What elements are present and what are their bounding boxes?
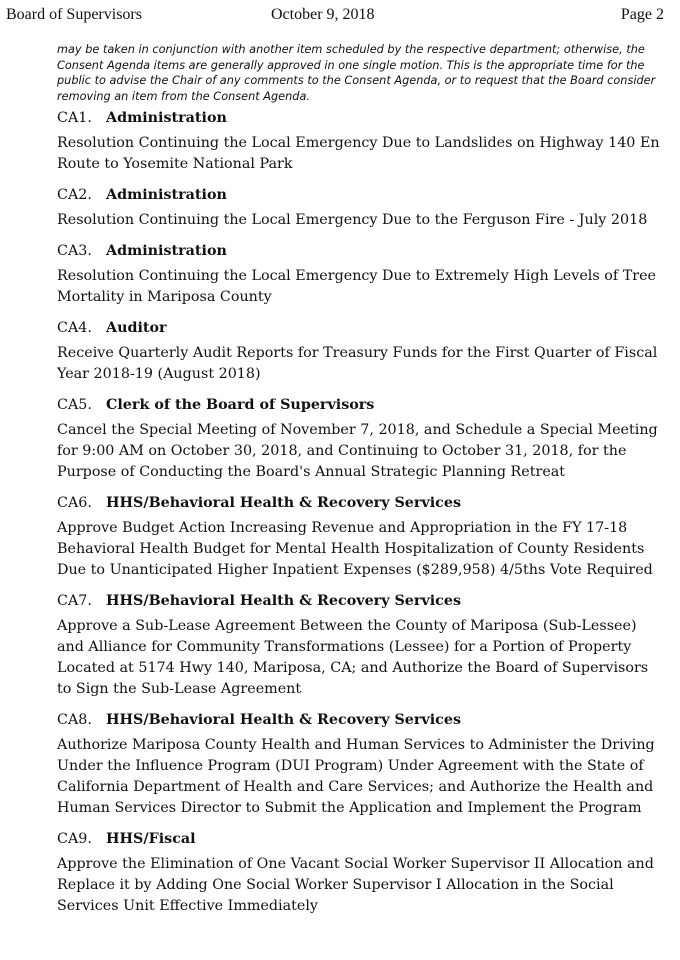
agenda-item-number: CA2.	[57, 187, 92, 203]
agenda-item-description: Approve a Sub-Lease Agreement Between the County of Mariposa (Sub-Lessee) and Alliance for Community Transformations (Lessee) for a Portion of Property Located at 5174 Hwy 140, Mariposa, CA; and Authorize the Board of Supervisors to Sign the Sub-Lease Agreement	[57, 618, 649, 697]
agenda-item-ca3	[57, 240, 667, 308]
agenda-item-heading	[57, 709, 667, 731]
header-page-number: Page 2	[620, 6, 664, 23]
agenda-item-ca5	[57, 394, 667, 483]
agenda-item-heading	[57, 590, 667, 612]
agenda-item-description: Resolution Continuing the Local Emergency Due to Landslides on Highway 140 En Route to Yosemite National Park	[57, 135, 660, 172]
agenda-item-number: CA7.	[57, 593, 92, 609]
agenda-item-department: HHS/Behavioral Health & Recovery Services	[106, 593, 462, 609]
header-meeting-date: October 9, 2018	[271, 6, 375, 23]
agenda-item-number: CA3.	[57, 243, 92, 259]
agenda-item-department: HHS/Behavioral Health & Recovery Services	[106, 495, 462, 511]
agenda-item-number: CA8.	[57, 712, 92, 728]
agenda-item-department: Administration	[106, 187, 227, 203]
agenda-item-number: CA4.	[57, 320, 92, 336]
agenda-item-ca7	[57, 590, 667, 700]
agenda-item-ca4	[57, 317, 667, 385]
agenda-item-number: CA5.	[57, 397, 92, 413]
agenda-item-department: Auditor	[106, 320, 167, 336]
agenda-item-ca8	[57, 709, 667, 819]
agenda-item-ca2	[57, 184, 667, 231]
agenda-item-heading	[57, 317, 667, 339]
agenda-item-description: Resolution Continuing the Local Emergency Due to Extremely High Levels of Tree Mortality in Mariposa County	[57, 268, 656, 305]
agenda-item-heading	[57, 492, 667, 514]
agenda-item-ca6	[57, 492, 667, 581]
agenda-item-department: Clerk of the Board of Supervisors	[106, 397, 375, 413]
agenda-item-description: Approve Budget Action Increasing Revenue and Appropriation in the FY 17-18 Behavioral Health Budget for Mental Health Hospitalization of County Residents Due to Unanticipated Higher Inpatient Expenses ($289,958) 4/5ths Vote Required	[57, 520, 653, 578]
agenda-item-heading	[57, 184, 667, 206]
agenda-item-department: HHS/Fiscal	[106, 831, 196, 847]
agenda-item-ca9	[57, 828, 667, 917]
running-header	[6, 5, 664, 25]
agenda-item-ca1	[57, 107, 667, 175]
agenda-item-description: Approve the Elimination of One Vacant Social Worker Supervisor II Allocation and Replace it by Adding One Social Worker Supervisor I Allocation in the Social Services Unit Effective Immediately	[57, 856, 654, 914]
consent-agenda-items	[57, 107, 667, 926]
agenda-item-heading	[57, 240, 667, 262]
agenda-item-department: HHS/Behavioral Health & Recovery Services	[106, 712, 462, 728]
consent-agenda-intro: may be taken in conjunction with another item scheduled by the respective department; otherwise, the Consent Agenda items are generally approved in one single motion. This is the appropriate time for the public to advise the Chair of any comments to the Consent Agenda, or to request that the Board consider removing an item from the Consent Agenda.	[57, 43, 656, 103]
agenda-item-heading	[57, 394, 667, 416]
agenda-item-number: CA6.	[57, 495, 92, 511]
agenda-item-description: Authorize Mariposa County Health and Human Services to Administer the Driving Under the Influence Program (DUI Program) Under Agreement with the State of California Department of Health and Care Services; and Authorize the Health and Human Services Director to Submit the Application and Implement the Program	[57, 737, 655, 816]
agenda-item-description: Receive Quarterly Audit Reports for Treasury Funds for the First Quarter of Fiscal Year 2018-19 (August 2018)	[57, 345, 658, 382]
agenda-item-number: CA9.	[57, 831, 92, 847]
agenda-item-description: Resolution Continuing the Local Emergency Due to the Ferguson Fire - July 2018	[57, 212, 648, 228]
agenda-item-heading	[57, 828, 667, 850]
agenda-item-department: Administration	[106, 243, 227, 259]
agenda-item-heading	[57, 107, 667, 129]
agenda-item-department: Administration	[106, 110, 227, 126]
agenda-item-number: CA1.	[57, 110, 92, 126]
header-board-name: Board of Supervisors	[6, 6, 142, 23]
agenda-item-description: Cancel the Special Meeting of November 7, 2018, and Schedule a Special Meeting for 9:00 AM on October 30, 2018, and Continuing to October 31, 2018, for the Purpose of Conducting the Board's Annual Strategic Planning Retreat	[57, 422, 658, 480]
